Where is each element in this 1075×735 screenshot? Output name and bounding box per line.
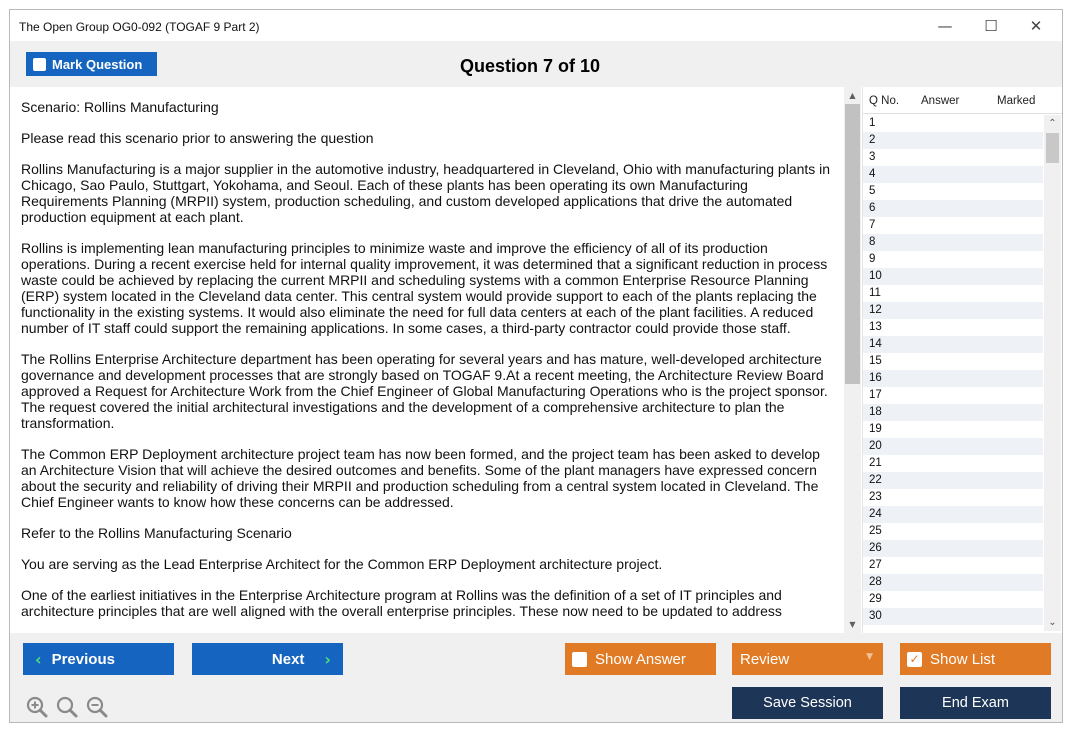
question-list-row[interactable]: 15 bbox=[869, 355, 882, 367]
question-list-row[interactable]: 19 bbox=[869, 423, 882, 435]
question-list-row[interactable]: 1 bbox=[869, 117, 876, 129]
question-list-row[interactable]: 21 bbox=[869, 457, 882, 469]
qno-column-header[interactable]: Q No. bbox=[869, 95, 900, 107]
zoom-reset-icon[interactable] bbox=[56, 696, 78, 718]
footer-bar bbox=[10, 633, 1062, 722]
scrollbar-thumb[interactable] bbox=[845, 104, 860, 384]
question-list bbox=[862, 87, 1061, 633]
app-window bbox=[9, 9, 1063, 723]
save-session-label: Save Session bbox=[763, 695, 852, 711]
question-paragraph: Refer to the Rollins Manufacturing Scenario bbox=[21, 525, 292, 541]
question-list-row[interactable]: 13 bbox=[869, 321, 882, 333]
end-exam-button[interactable] bbox=[900, 687, 1051, 719]
zoom-in-icon[interactable] bbox=[26, 696, 48, 718]
question-header bbox=[10, 41, 1062, 87]
question-paragraph: Rollins Manufacturing is a major supplier in the automotive industry, headquartered in Cleveland, Ohio with manufacturing plants in Chicago, Sao Paulo, Stuttgart, Yokohama, and Seoul. Each of these plants has been operating its own Manufacturing Requirements Planning (MRPII) system, production scheduling, and custom developed applications that drive the automated production equipment at each plant. bbox=[21, 161, 831, 225]
next-label: Next bbox=[271, 650, 305, 668]
window-title: The Open Group OG0-092 (TOGAF 9 Part 2) bbox=[19, 20, 260, 34]
dropdown-arrow-icon: ▼ bbox=[866, 652, 873, 662]
previous-label: Previous bbox=[51, 650, 115, 668]
question-list-row[interactable]: 7 bbox=[869, 219, 876, 231]
chevron-up-icon[interactable]: ⌃ bbox=[1048, 118, 1057, 129]
scroll-up-icon[interactable]: ▲ bbox=[849, 91, 856, 100]
question-list-row[interactable]: 4 bbox=[863, 166, 1043, 183]
question-list-rows bbox=[863, 115, 1043, 631]
question-list-row[interactable]: 16 bbox=[863, 370, 1043, 387]
question-list-row[interactable]: 10 bbox=[863, 268, 1043, 285]
question-list-row[interactable]: 27 bbox=[869, 559, 882, 571]
mark-question-label: Mark Question bbox=[52, 56, 143, 72]
show-list-button[interactable] bbox=[900, 643, 1051, 675]
question-scrollbar[interactable] bbox=[844, 87, 861, 633]
question-list-row[interactable]: 25 bbox=[869, 525, 882, 537]
question-pane bbox=[10, 87, 844, 633]
question-list-row[interactable]: 6 bbox=[863, 200, 1043, 217]
question-list-row[interactable]: 8 bbox=[863, 234, 1043, 251]
question-list-row[interactable]: 14 bbox=[863, 336, 1043, 353]
question-list-row[interactable]: 17 bbox=[869, 389, 882, 401]
question-list-row[interactable]: 26 bbox=[863, 540, 1043, 557]
question-paragraph: One of the earliest initiatives in the Enterprise Architecture program at Rollins was the definition of a set of IT principles and architecture principles that are well aligned with the overall enterprise principles. These now need to be updated to address bbox=[21, 587, 782, 619]
question-title: Question 7 of 10 bbox=[459, 56, 601, 76]
question-text bbox=[21, 99, 833, 633]
question-list-row[interactable]: 11 bbox=[869, 287, 881, 299]
question-list-row[interactable]: 23 bbox=[869, 491, 882, 503]
previous-button[interactable] bbox=[23, 643, 174, 675]
marked-column-header[interactable]: Marked bbox=[997, 95, 1036, 107]
minimize-button[interactable]: — bbox=[937, 17, 953, 35]
list-scrollbar-thumb[interactable] bbox=[1046, 133, 1059, 163]
question-list-row[interactable]: 9 bbox=[869, 253, 876, 265]
answer-column-header[interactable]: Answer bbox=[921, 95, 960, 107]
review-label: Review bbox=[740, 650, 790, 668]
titlebar bbox=[10, 10, 1062, 41]
scroll-down-icon[interactable]: ▼ bbox=[849, 620, 856, 629]
save-session-button[interactable] bbox=[732, 687, 883, 719]
question-list-row[interactable]: 5 bbox=[869, 185, 876, 197]
next-button[interactable] bbox=[192, 643, 343, 675]
close-button[interactable]: ✕ bbox=[1029, 17, 1043, 35]
zoom-out-icon[interactable] bbox=[86, 696, 108, 718]
review-dropdown[interactable] bbox=[732, 643, 883, 675]
question-list-row[interactable]: 29 bbox=[869, 593, 882, 605]
chevron-left-icon: ‹ bbox=[35, 649, 42, 669]
chevron-down-icon[interactable]: ⌄ bbox=[1048, 617, 1057, 628]
question-list-row[interactable]: 22 bbox=[863, 472, 1043, 489]
show-list-label: Show List bbox=[930, 650, 996, 668]
list-scrollbar[interactable] bbox=[1044, 115, 1061, 631]
question-list-row[interactable]: 12 bbox=[863, 302, 1043, 319]
question-list-row[interactable]: 24 bbox=[863, 506, 1043, 523]
question-paragraph: Rollins is implementing lean manufacturing principles to minimize waste and improve the efficiency of all of its production operations. During a recent exercise held for internal quality improvement, it was determined that a significant reduction in process waste could be achieved by replacing the current MRPII and scheduling systems with a common Enterprise Resource Planning (ERP) system located in the Cleveland data center. This central system would provide support to each of the plants replacing the functionality in the existing systems. It would also eliminate the need for full data centers at each of the plant facilities. A reduced number of IT staff could support the remaining applications. In some cases, a third-party contractor could provide those staff. bbox=[21, 240, 828, 336]
question-list-row[interactable]: 28 bbox=[863, 574, 1043, 591]
question-list-row[interactable]: 18 bbox=[863, 404, 1043, 421]
checkbox-icon[interactable] bbox=[572, 652, 587, 667]
show-answer-label: Show Answer bbox=[595, 650, 686, 668]
checkbox-checked-icon[interactable]: ✓ bbox=[907, 652, 922, 667]
question-list-row[interactable]: 20 bbox=[863, 438, 1043, 455]
question-list-row[interactable]: 30 bbox=[863, 608, 1043, 625]
question-paragraph: The Common ERP Deployment architecture project team has now been formed, and the project team has been asked to develop an Architecture Vision that will achieve the desired outcomes and benefits. Some of the plant managers have expressed concern about the security and reliability of driving their MRPII and production scheduling from a central system located in Cleveland. The Chief Engineer wants to know how these concerns can be addressed. bbox=[21, 446, 820, 510]
end-exam-label: End Exam bbox=[942, 695, 1009, 711]
chevron-right-icon: › bbox=[324, 649, 331, 669]
question-paragraph: Scenario: Rollins Manufacturing bbox=[21, 99, 219, 115]
question-paragraph: Please read this scenario prior to answering the question bbox=[21, 130, 374, 146]
question-paragraph: You are serving as the Lead Enterprise Architect for the Common ERP Deployment architecture project. bbox=[21, 556, 663, 572]
maximize-button[interactable]: ☐ bbox=[984, 17, 998, 35]
question-paragraph: The Rollins Enterprise Architecture department has been operating for several years and has mature, well-developed architecture governance and development processes that are strongly based on TOGAF 9.At a recent meeting, the Architecture Review Board approved a Request for Architecture Work from the Chief Engineer of Global Manufacturing Operations who is the project sponsor. The request covered the initial architectural investigations and the development of a comprehensive architecture to plan the transformation. bbox=[21, 351, 828, 431]
question-list-header bbox=[863, 87, 1062, 114]
question-list-row[interactable]: 2 bbox=[863, 132, 1043, 149]
show-answer-button[interactable] bbox=[565, 643, 716, 675]
question-list-row[interactable]: 3 bbox=[869, 151, 876, 163]
